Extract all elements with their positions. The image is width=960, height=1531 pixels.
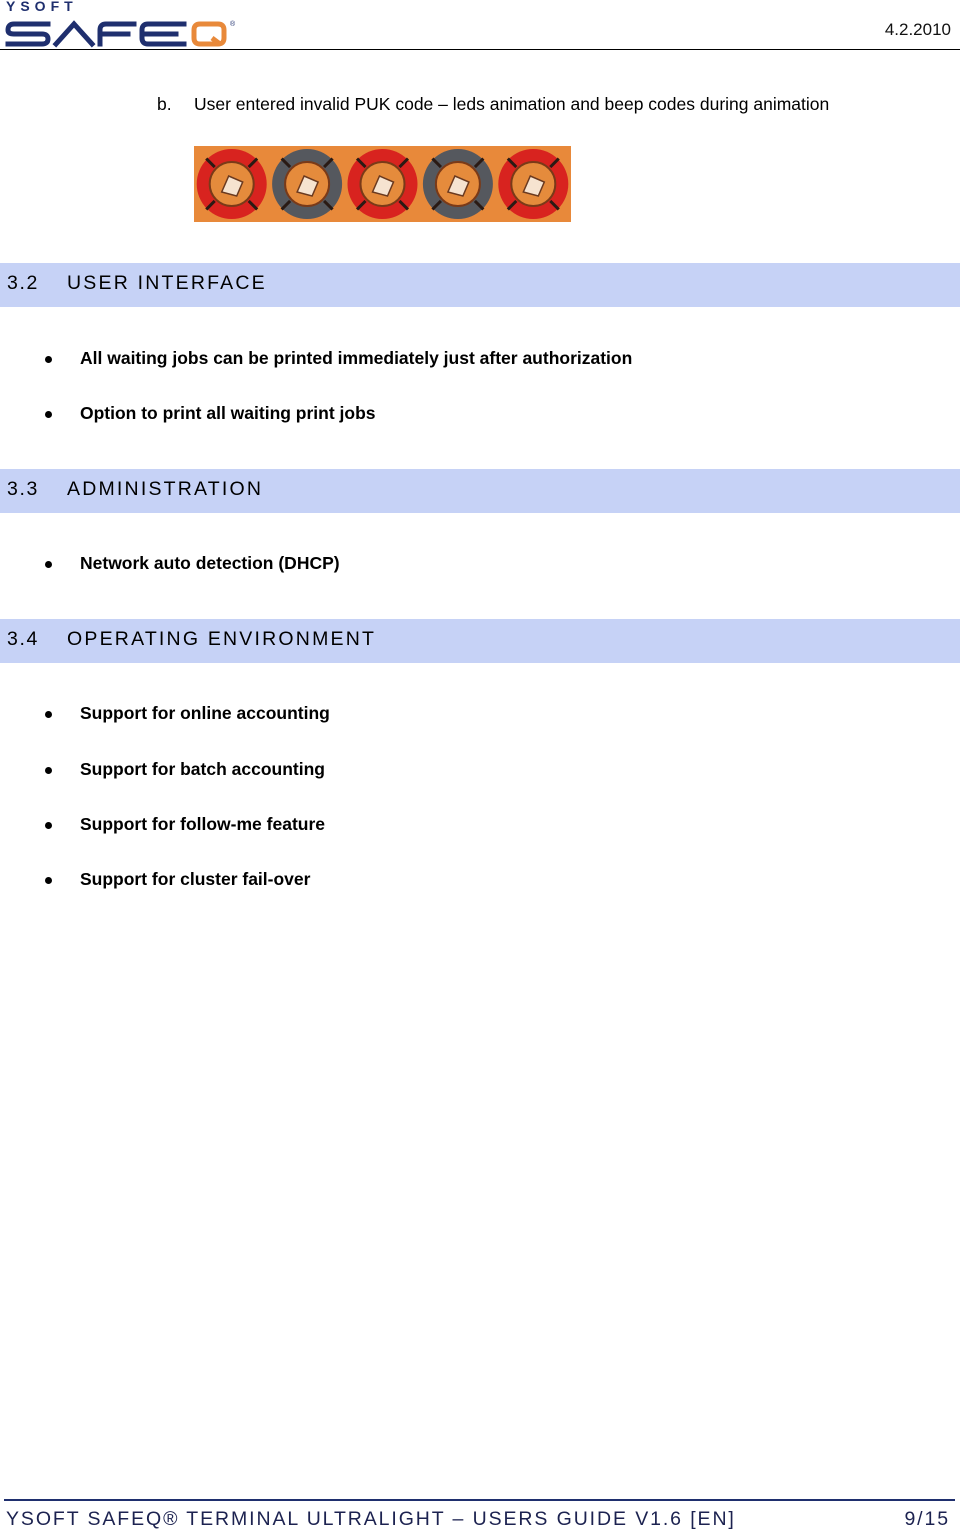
bullet-icon xyxy=(45,411,52,418)
ysoft-safeq-logo xyxy=(4,0,244,48)
led-animation-image xyxy=(194,146,571,222)
list-item-label: b. xyxy=(157,94,172,114)
list-item-text: Support for follow-me feature xyxy=(80,814,325,834)
led-frame-red xyxy=(348,149,418,219)
section-number: 3.4 xyxy=(7,628,39,650)
list-item-text: Network auto detection (DHCP) xyxy=(80,553,340,573)
page-number: 9/15 xyxy=(904,1508,950,1530)
section-heading-3-3 xyxy=(0,469,960,513)
led-animation-frames xyxy=(194,146,571,222)
list-item-text: Support for online accounting xyxy=(80,703,330,723)
section-title: OPERATING ENVIRONMENT xyxy=(67,628,377,650)
logo-top-text: YSOFT xyxy=(6,0,78,14)
footer-document-title: YSOFT SAFEQ® TERMINAL ULTRALIGHT – USERS GUIDE V1.6 [EN] xyxy=(6,1508,736,1530)
list-item-b xyxy=(157,94,829,115)
bullet-icon xyxy=(45,561,52,568)
section-heading-3-4 xyxy=(0,619,960,663)
page-header xyxy=(0,0,960,50)
led-frame-gray xyxy=(423,149,493,219)
led-frame-red xyxy=(498,149,568,219)
led-frame-gray xyxy=(272,149,342,219)
section-title: ADMINISTRATION xyxy=(67,478,264,500)
list-item-text: Option to print all waiting print jobs xyxy=(80,403,376,423)
section-heading-3-2 xyxy=(0,263,960,307)
list-item-text: Support for batch accounting xyxy=(80,759,325,779)
section-number: 3.3 xyxy=(7,478,39,500)
document-date: 4.2.2010 xyxy=(884,20,951,39)
list-item-text: Support for cluster fail-over xyxy=(80,869,311,889)
section-number: 3.2 xyxy=(7,272,39,294)
footer-divider xyxy=(4,1499,955,1501)
header-divider xyxy=(0,49,960,50)
logo-registered-mark: ® xyxy=(230,21,236,28)
bullet-icon xyxy=(45,767,52,774)
bullet-icon xyxy=(45,356,52,363)
section-title: USER INTERFACE xyxy=(67,272,267,294)
led-frame-red xyxy=(197,149,267,219)
bullet-icon xyxy=(45,877,52,884)
list-item-text: User entered invalid PUK code – leds animation and beep codes during animation xyxy=(194,94,830,114)
bullet-icon xyxy=(45,822,52,829)
list-item-text: All waiting jobs can be printed immediately just after authorization xyxy=(80,348,633,368)
bullet-icon xyxy=(45,711,52,718)
